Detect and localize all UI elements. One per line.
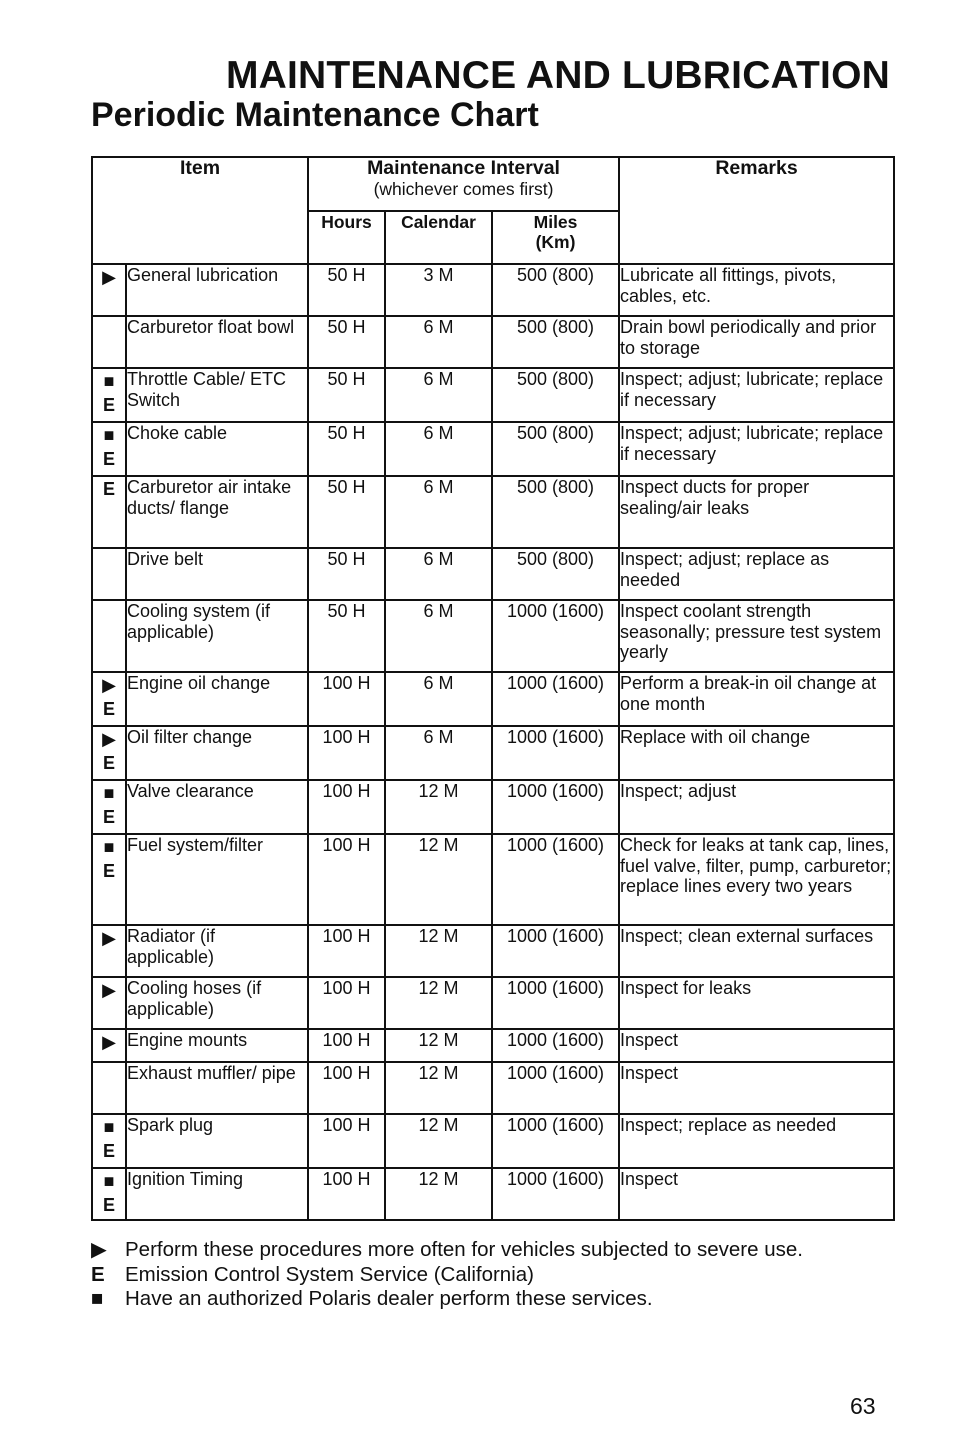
row-item: Drive belt — [126, 548, 308, 600]
table-row — [92, 1029, 894, 1062]
legend-item-dealer — [91, 1287, 803, 1312]
row-miles: 500 (800) — [492, 368, 619, 422]
row-remarks: Inspect; clean external surfaces — [619, 925, 894, 977]
row-remarks: Lubricate all fittings, pivots, cables, etc. — [619, 264, 894, 316]
row-calendar: 12 M — [385, 925, 492, 977]
table-row — [92, 925, 894, 977]
row-calendar: 6 M — [385, 672, 492, 726]
page-number: 63 — [850, 1393, 876, 1419]
table-body — [92, 264, 894, 1220]
row-item: Carburetor air intake ducts/ flange — [126, 476, 308, 548]
row-symbols — [92, 476, 126, 548]
row-item: Cooling system (if applicable) — [126, 600, 308, 672]
row-remarks: Perform a break-in oil change at one month — [619, 672, 894, 726]
row-hours: 100 H — [308, 1029, 385, 1062]
table-row — [92, 476, 894, 548]
play-triangle-icon: ▶ — [102, 729, 116, 749]
emission-e-icon: E — [102, 1195, 115, 1215]
row-hours: 100 H — [308, 672, 385, 726]
row-hours: 100 H — [308, 925, 385, 977]
table-row — [92, 977, 894, 1029]
row-calendar: 6 M — [385, 316, 492, 368]
header-calendar: Calendar — [385, 211, 492, 264]
row-calendar: 12 M — [385, 834, 492, 925]
table-row — [92, 548, 894, 600]
row-symbols — [92, 1114, 126, 1168]
row-symbols — [92, 600, 126, 672]
page-subtitle: Periodic Maintenance Chart — [91, 96, 539, 134]
row-item: Exhaust muffler/ pipe — [126, 1062, 308, 1114]
row-hours: 100 H — [308, 1168, 385, 1220]
row-miles: 1000 (1600) — [492, 1062, 619, 1114]
play-triangle-icon: ▶ — [91, 1238, 107, 1261]
row-symbols — [92, 1029, 126, 1062]
row-item: Oil filter change — [126, 726, 308, 780]
row-calendar: 12 M — [385, 1168, 492, 1220]
row-calendar: 6 M — [385, 726, 492, 780]
header-item: Item — [92, 157, 308, 264]
emission-e-icon: E — [102, 807, 115, 827]
row-calendar: 6 M — [385, 422, 492, 476]
emission-e-icon: E — [102, 861, 115, 881]
row-miles: 1000 (1600) — [492, 780, 619, 834]
row-symbols — [92, 780, 126, 834]
legend-text: Perform these procedures more often for vehicles subjected to severe use. — [125, 1238, 803, 1261]
square-icon: ■ — [103, 1171, 115, 1191]
legend-text: Emission Control System Service (California) — [125, 1262, 534, 1286]
row-item: Carburetor float bowl — [126, 316, 308, 368]
row-calendar: 6 M — [385, 476, 492, 548]
header-interval-label: Maintenance Interval — [367, 157, 560, 179]
play-triangle-icon: ▶ — [102, 675, 116, 695]
row-hours: 100 H — [308, 1062, 385, 1114]
row-item: Radiator (if applicable) — [126, 925, 308, 977]
header-remarks: Remarks — [619, 157, 894, 264]
row-miles: 1000 (1600) — [492, 672, 619, 726]
row-remarks: Inspect; adjust — [619, 780, 894, 834]
row-symbols — [92, 548, 126, 600]
row-miles: 1000 (1600) — [492, 834, 619, 925]
row-miles: 1000 (1600) — [492, 1029, 619, 1062]
maintenance-table — [91, 156, 895, 1221]
row-item: Choke cable — [126, 422, 308, 476]
row-miles: 500 (800) — [492, 476, 619, 548]
emission-e-icon: E — [91, 1262, 105, 1286]
row-symbols — [92, 422, 126, 476]
row-miles: 1000 (1600) — [492, 726, 619, 780]
header-interval-note: (whichever comes first) — [373, 178, 554, 199]
table-row — [92, 1168, 894, 1220]
table-row — [92, 264, 894, 316]
row-miles: 1000 (1600) — [492, 977, 619, 1029]
row-symbols — [92, 1168, 126, 1220]
table-row — [92, 726, 894, 780]
table-row — [92, 422, 894, 476]
row-symbols — [92, 834, 126, 925]
row-remarks: Inspect; adjust; lubricate; replace if necessary — [619, 422, 894, 476]
emission-e-icon: E — [102, 449, 115, 469]
emission-e-icon: E — [102, 1141, 115, 1161]
row-remarks: Inspect; adjust; lubricate; replace if necessary — [619, 368, 894, 422]
row-item: Engine mounts — [126, 1029, 308, 1062]
play-triangle-icon: ▶ — [102, 1032, 116, 1052]
header-miles — [492, 211, 619, 264]
row-hours: 50 H — [308, 422, 385, 476]
row-calendar: 6 M — [385, 368, 492, 422]
header-miles-label: Miles — [533, 212, 578, 232]
row-item: Valve clearance — [126, 780, 308, 834]
row-remarks: Inspect ducts for proper sealing/air leaks — [619, 476, 894, 548]
emission-e-icon: E — [102, 753, 115, 773]
row-item: Spark plug — [126, 1114, 308, 1168]
row-calendar: 12 M — [385, 780, 492, 834]
header-interval — [308, 157, 619, 211]
play-triangle-icon: ▶ — [102, 267, 116, 287]
table-row — [92, 316, 894, 368]
legend — [91, 1238, 803, 1312]
row-remarks: Inspect for leaks — [619, 977, 894, 1029]
row-miles: 1000 (1600) — [492, 1168, 619, 1220]
row-symbols — [92, 316, 126, 368]
table-row — [92, 600, 894, 672]
row-calendar: 12 M — [385, 1029, 492, 1062]
square-icon: ■ — [103, 1117, 115, 1137]
row-remarks: Inspect — [619, 1029, 894, 1062]
row-calendar: 12 M — [385, 1062, 492, 1114]
play-triangle-icon: ▶ — [102, 928, 116, 948]
row-remarks: Check for leaks at tank cap, lines, fuel valve, filter, pump, carburetor; replace lines every two years — [619, 834, 894, 925]
table-row — [92, 780, 894, 834]
row-remarks: Replace with oil change — [619, 726, 894, 780]
legend-item-emission — [91, 1263, 803, 1288]
emission-e-icon: E — [102, 479, 115, 499]
table-row — [92, 672, 894, 726]
row-remarks: Inspect — [619, 1168, 894, 1220]
header-miles-unit: (Km) — [535, 232, 576, 252]
emission-e-icon: E — [102, 699, 115, 719]
row-item: Fuel system/filter — [126, 834, 308, 925]
row-hours: 50 H — [308, 600, 385, 672]
row-symbols — [92, 672, 126, 726]
header-hours: Hours — [308, 211, 385, 264]
row-remarks: Inspect — [619, 1062, 894, 1114]
legend-item-severe-use — [91, 1238, 803, 1263]
row-hours: 50 H — [308, 316, 385, 368]
row-calendar: 6 M — [385, 600, 492, 672]
row-remarks: Drain bowl periodically and prior to storage — [619, 316, 894, 368]
table-row — [92, 1062, 894, 1114]
row-item: Ignition Timing — [126, 1168, 308, 1220]
square-icon: ■ — [103, 371, 115, 391]
row-calendar: 12 M — [385, 1114, 492, 1168]
row-miles: 1000 (1600) — [492, 600, 619, 672]
row-item: Engine oil change — [126, 672, 308, 726]
row-calendar: 12 M — [385, 977, 492, 1029]
row-miles: 500 (800) — [492, 548, 619, 600]
row-symbols — [92, 726, 126, 780]
row-miles: 1000 (1600) — [492, 1114, 619, 1168]
row-hours: 100 H — [308, 726, 385, 780]
row-miles: 500 (800) — [492, 264, 619, 316]
square-icon: ■ — [91, 1287, 104, 1310]
row-hours: 50 H — [308, 368, 385, 422]
row-hours: 100 H — [308, 977, 385, 1029]
row-hours: 50 H — [308, 264, 385, 316]
row-miles: 500 (800) — [492, 316, 619, 368]
play-triangle-icon: ▶ — [102, 980, 116, 1000]
legend-text: Have an authorized Polaris dealer perform these services. — [125, 1287, 653, 1310]
row-miles: 1000 (1600) — [492, 925, 619, 977]
table-row — [92, 1114, 894, 1168]
table-row — [92, 368, 894, 422]
row-calendar: 6 M — [385, 548, 492, 600]
row-remarks: Inspect; replace as needed — [619, 1114, 894, 1168]
square-icon: ■ — [103, 783, 115, 803]
table-row — [92, 834, 894, 925]
row-symbols — [92, 925, 126, 977]
row-symbols — [92, 1062, 126, 1114]
square-icon: ■ — [103, 425, 115, 445]
row-remarks: Inspect; adjust; replace as needed — [619, 548, 894, 600]
square-icon: ■ — [103, 837, 115, 857]
row-hours: 50 H — [308, 476, 385, 548]
row-symbols — [92, 977, 126, 1029]
row-remarks: Inspect coolant strength seasonally; pressure test system yearly — [619, 600, 894, 672]
row-hours: 100 H — [308, 1114, 385, 1168]
row-item: General lubrication — [126, 264, 308, 316]
row-item: Cooling hoses (if applicable) — [126, 977, 308, 1029]
row-symbols — [92, 264, 126, 316]
row-item: Throttle Cable/ ETC Switch — [126, 368, 308, 422]
row-calendar: 3 M — [385, 264, 492, 316]
row-hours: 100 H — [308, 780, 385, 834]
emission-e-icon: E — [102, 395, 115, 415]
row-hours: 100 H — [308, 834, 385, 925]
row-miles: 500 (800) — [492, 422, 619, 476]
row-symbols — [92, 368, 126, 422]
row-hours: 50 H — [308, 548, 385, 600]
page-title: MAINTENANCE AND LUBRICATION — [225, 54, 890, 97]
